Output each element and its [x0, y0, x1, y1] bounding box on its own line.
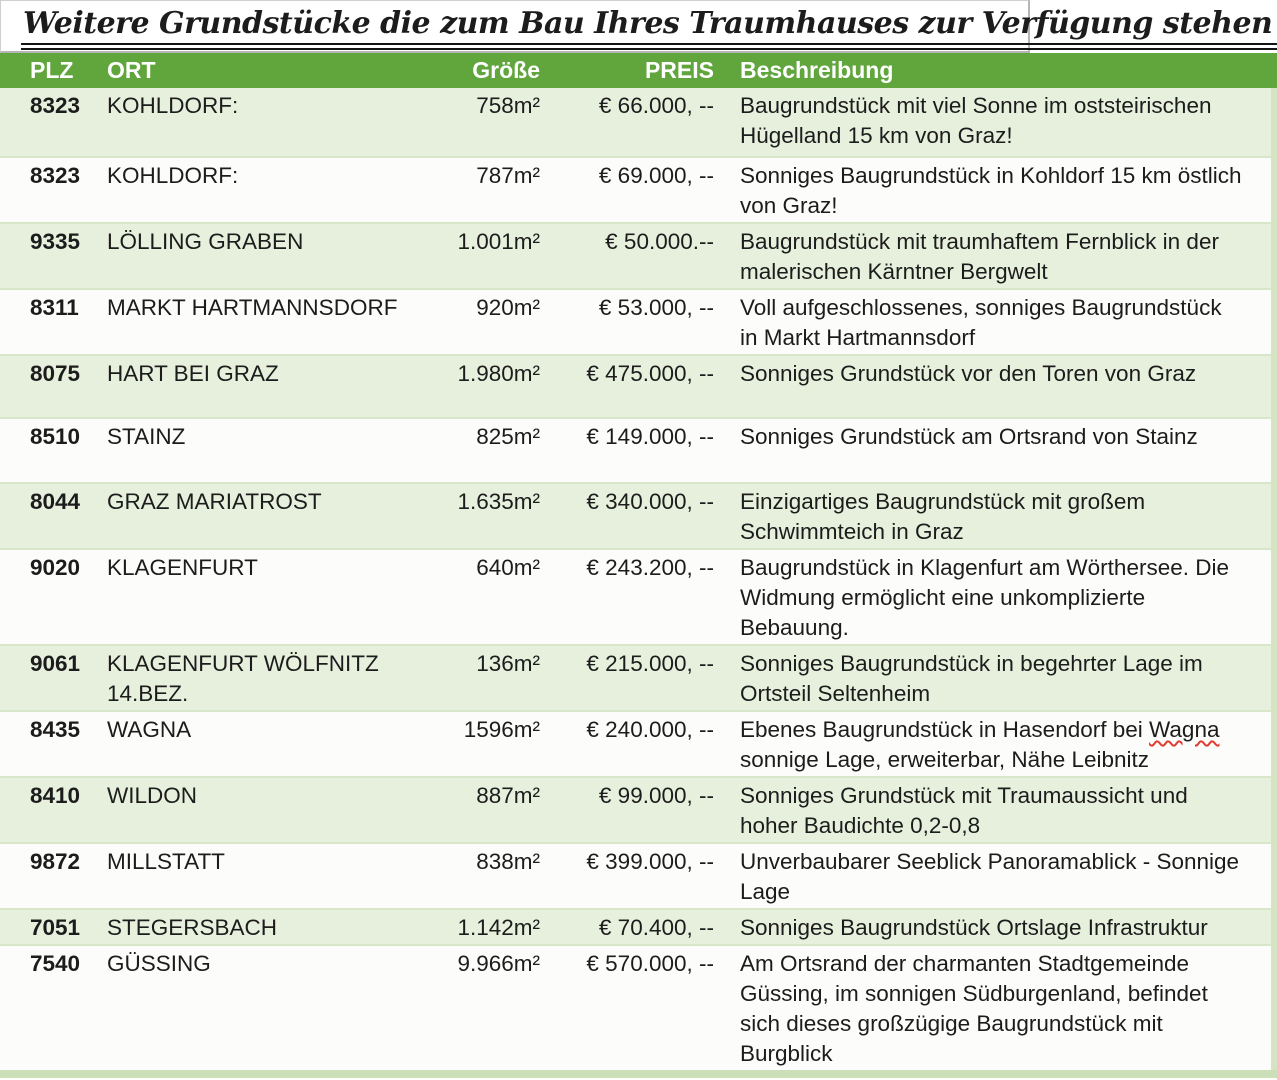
- cell-plz: 7540: [30, 951, 81, 976]
- cell-preis: € 399.000, --: [586, 849, 714, 874]
- column-header-ort: ORT: [107, 57, 156, 83]
- cell-beschreibung: Voll aufgeschlossenes, sonniges Baugrundstück in Markt Hartmannsdorf: [740, 295, 1222, 350]
- column-header-preis: PREIS: [644, 57, 714, 83]
- cell-preis: € 69.000, --: [598, 163, 714, 188]
- cell-groesse: 1.142m²: [457, 915, 540, 940]
- cell-beschreibung: Sonniges Grundstück vor den Toren von Graz: [740, 361, 1197, 386]
- cell-ort: KLAGENFURT: [107, 555, 258, 580]
- cell-preis: € 99.000, --: [598, 783, 714, 808]
- cell-ort: MARKT HARTMANNSDORF: [107, 295, 398, 320]
- table-row: [0, 908, 1271, 944]
- cell-ort: STAINZ: [107, 424, 186, 449]
- cell-groesse: 825m²: [476, 424, 540, 449]
- cell-plz: 8075: [30, 361, 81, 386]
- cell-plz: 8311: [30, 295, 79, 320]
- cell-ort: KOHLDORF:: [107, 93, 239, 118]
- cell-beschreibung: Einzigartiges Baugrundstück mit großem Schwimmteich in Graz: [740, 489, 1146, 544]
- cell-beschreibung: Unverbaubarer Seeblick Panoramablick - Sonnige Lage: [740, 849, 1240, 904]
- cell-ort: GRAZ MARIATROST: [107, 489, 322, 514]
- table-row: [0, 842, 1271, 908]
- cell-groesse: 758m²: [476, 93, 540, 118]
- cell-groesse: 887m²: [476, 783, 540, 808]
- cell-preis: € 240.000, --: [586, 717, 714, 742]
- cell-beschreibung: Baugrundstück mit viel Sonne im oststeirischen Hügelland 15 km von Graz!: [740, 93, 1212, 148]
- bottom-border-bar: [0, 1070, 1277, 1078]
- cell-ort: WILDON: [107, 783, 197, 808]
- table-row: [0, 548, 1271, 644]
- cell-preis: € 149.000, --: [586, 424, 714, 449]
- table-row: [0, 710, 1271, 776]
- table-row: [0, 944, 1271, 1070]
- table-row: [0, 482, 1271, 548]
- cell-preis: € 340.000, --: [586, 489, 714, 514]
- cell-ort: LÖLLING GRABEN: [107, 229, 304, 254]
- table-header-row: [0, 53, 1277, 88]
- cell-preis: € 66.000, --: [598, 93, 714, 118]
- cell-groesse: 136m²: [476, 651, 540, 676]
- cell-ort: WAGNA: [107, 717, 192, 742]
- cell-groesse: 1.635m²: [457, 489, 540, 514]
- cell-ort: MILLSTATT: [107, 849, 225, 874]
- cell-groesse: 787m²: [476, 163, 540, 188]
- title-box: [0, 0, 1273, 53]
- cell-plz: 7051: [30, 915, 81, 940]
- cell-ort: KLAGENFURT WÖLFNITZ 14.BEZ.: [107, 651, 379, 706]
- table-body: [0, 88, 1277, 1070]
- cell-groesse: 1.980m²: [457, 361, 540, 386]
- cell-groesse: 838m²: [476, 849, 540, 874]
- cell-ort: KOHLDORF:: [107, 163, 239, 188]
- cell-beschreibung: Sonniges Grundstück mit Traumaussicht und hoher Baudichte 0,2-0,8: [740, 783, 1188, 838]
- cell-beschreibung: Sonniges Baugrundstück Ortslage Infrastruktur: [740, 915, 1208, 940]
- column-header-beschreibung: Beschreibung: [740, 57, 894, 83]
- cell-groesse: 1.001m²: [457, 229, 540, 254]
- cell-plz: 9061: [30, 651, 81, 676]
- document-title: Weitere Grundstücke die zum Bau Ihres Traumhauses zur Verfügung stehen: [21, 5, 1277, 50]
- cell-ort: STEGERSBACH: [107, 915, 278, 940]
- table-row: [0, 288, 1271, 354]
- cell-beschreibung: Sonniges Baugrundstück in begehrter Lage im Ortsteil Seltenheim: [740, 651, 1203, 706]
- cell-plz: 8510: [30, 424, 81, 449]
- cell-groesse: 1596m²: [463, 717, 540, 742]
- cell-preis: € 53.000, --: [598, 295, 714, 320]
- table-row: [0, 417, 1271, 482]
- cell-beschreibung: Sonniges Baugrundstück in Kohldorf 15 km östlich von Graz!: [740, 163, 1242, 218]
- column-header-plz: PLZ: [30, 57, 74, 83]
- table-row: [0, 222, 1271, 288]
- table-row: [0, 354, 1271, 417]
- cell-groesse: 920m²: [476, 295, 540, 320]
- cell-beschreibung: Ebenes Baugrundstück in Hasendorf bei Wagna sonnige Lage, erweiterbar, Nähe Leibnitz: [740, 717, 1220, 772]
- cell-plz: 8323: [30, 93, 81, 118]
- spellcheck-underlined-word: Wagna: [1149, 717, 1220, 742]
- cell-plz: 8323: [30, 163, 81, 188]
- cell-plz: 8044: [30, 489, 81, 514]
- cell-beschreibung: Sonniges Grundstück am Ortsrand von Stainz: [740, 424, 1198, 449]
- table-row: [0, 776, 1271, 842]
- cell-preis: € 570.000, --: [586, 951, 714, 976]
- cell-plz: 9335: [30, 229, 81, 254]
- cell-preis: € 50.000.--: [605, 229, 714, 254]
- table-row: [0, 88, 1271, 156]
- cell-beschreibung: Baugrundstück in Klagenfurt am Wörthersee. Die Widmung ermöglicht eine unkomplizierte Bebauung.: [740, 555, 1229, 640]
- cell-ort: GÜSSING: [107, 951, 211, 976]
- cell-ort: HART BEI GRAZ: [107, 361, 279, 386]
- cell-plz: 9872: [30, 849, 81, 874]
- table-row: [0, 644, 1271, 710]
- cell-preis: € 215.000, --: [586, 651, 714, 676]
- cell-groesse: 640m²: [476, 555, 540, 580]
- cell-plz: 8435: [30, 717, 81, 742]
- cell-preis: € 243.200, --: [586, 555, 714, 580]
- cell-preis: € 475.000, --: [586, 361, 714, 386]
- column-header-groesse: Größe: [472, 57, 540, 83]
- cell-preis: € 70.400, --: [598, 915, 714, 940]
- cell-beschreibung: Am Ortsrand der charmanten Stadtgemeinde Güssing, im sonnigen Südburgenland, befindet sich dieses großzügige Baugrundstück mit Burgblick: [740, 951, 1208, 1066]
- cell-groesse: 9.966m²: [457, 951, 540, 976]
- cell-plz: 8410: [30, 783, 81, 808]
- cell-beschreibung: Baugrundstück mit traumhaftem Fernblick in der malerischen Kärntner Bergwelt: [740, 229, 1219, 284]
- cell-plz: 9020: [30, 555, 81, 580]
- table-row: [0, 156, 1271, 222]
